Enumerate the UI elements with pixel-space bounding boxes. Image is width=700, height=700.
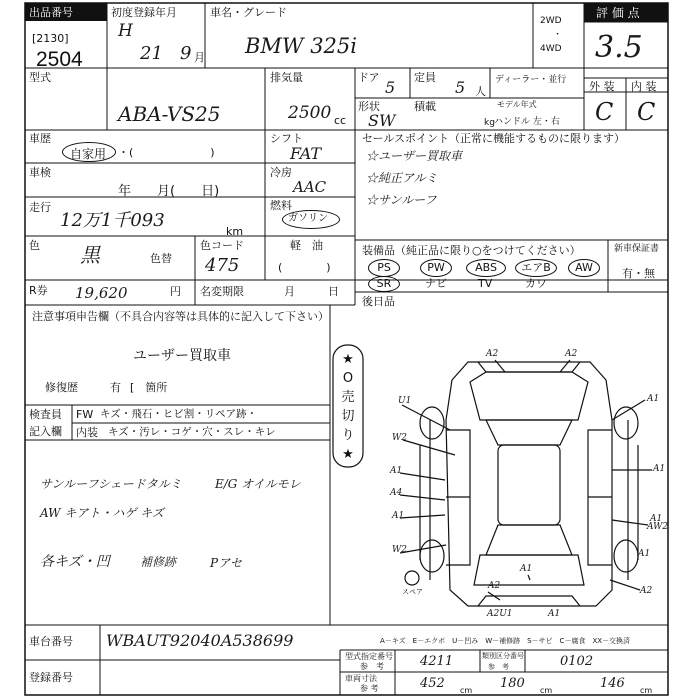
vertical-char: 切 [341, 409, 355, 424]
doors: 5 [385, 78, 396, 97]
mark-a1-trunk: A1 [520, 564, 533, 574]
equip-ps: PS [368, 259, 400, 277]
shift-label: シフト [270, 132, 303, 145]
vertical-char: り [341, 428, 355, 443]
warranty-options: 有・無 [622, 267, 655, 280]
width-value: 180 [500, 676, 525, 691]
mileage-unit: km [226, 225, 244, 238]
width-unit: cm [540, 686, 553, 695]
equip-sr: SR [368, 276, 400, 292]
height-unit: cm [640, 686, 653, 695]
note-line-4: 各キズ・凹 [40, 554, 110, 570]
capacity-unit: 人 [475, 85, 486, 98]
interior-label: 内 装 [631, 80, 657, 93]
type-approval-label: 型式指定番号 [345, 652, 393, 661]
grade-label: 評 価 点 [596, 6, 640, 20]
load-label: 積載 [414, 100, 436, 113]
name-change-fields: 月 日 [284, 285, 339, 298]
equip-abs: ABS [466, 259, 506, 277]
mileage-label: 走行 [29, 201, 51, 214]
shape-label: 形状 [358, 100, 380, 113]
car-name-label: 車名・グレード [210, 6, 287, 19]
lot-number: 2504 [36, 48, 83, 71]
mark-a2-front-left: A2 [486, 349, 499, 359]
mark-a1-rear: A1 [548, 609, 561, 619]
equip-airbag: エアB [515, 259, 557, 277]
displacement: 2500 [288, 103, 332, 123]
score: 3.5 [595, 30, 643, 65]
mark-w2-rear: W2 [392, 545, 407, 555]
lot-label: 出品番号 [29, 6, 73, 19]
exterior-label: 外 装 [589, 80, 615, 93]
mark-a1-left-2: A1 [392, 511, 405, 521]
cooling-label: 冷房 [270, 166, 292, 179]
handle-label: ハンドル 左・右 [494, 117, 560, 127]
fw-label: FW [76, 408, 94, 421]
notation-label: 記入欄 [29, 425, 62, 438]
mark-a2-rear-left: A2 [488, 581, 501, 591]
length-label: 車両寸法 [345, 674, 377, 683]
interior-items: キズ・汚レ・コゲ・穴・スレ・キレ [108, 426, 276, 438]
inspection-fields: 年 月( 日) [118, 184, 220, 199]
name-change-label: 名変期限 [200, 285, 244, 298]
color-code: 475 [205, 255, 240, 276]
first-reg-month-unit: 月 [194, 51, 205, 64]
drive-2wd: 2WD [540, 16, 562, 26]
fuel-gasoline: ガソリン [288, 213, 328, 224]
mark-a2-rear-right: A2 [640, 586, 653, 596]
mark-a2-front-right: A2 [565, 349, 578, 359]
type-approval-sub: 参 考 [360, 662, 384, 671]
equip-tv: TV [478, 277, 493, 290]
sales-point-3: ☆サンルーフ [366, 193, 437, 207]
first-reg-era: H [118, 21, 133, 41]
first-reg-label: 初度登録年月 [111, 6, 177, 19]
doors-label: ドア [358, 71, 380, 84]
model-label: 型式 [29, 71, 51, 84]
equip-aw: AW [568, 259, 600, 277]
inspector-label: 検査員 [29, 408, 62, 421]
length-sub: 参 考 [360, 684, 379, 693]
fuel-label: 燃料 [270, 199, 292, 212]
warranty-label: 新車保証書 [614, 244, 660, 254]
class-value: 0102 [560, 654, 594, 669]
exterior-grade: C [595, 98, 614, 126]
mark-a1-right-rear: A1 [650, 514, 663, 524]
sales-label: セールスポイント（正常に機能するものに限ります） [362, 132, 626, 145]
equip-navi: ナビ [425, 277, 447, 290]
displacement-label: 排気量 [270, 71, 303, 84]
vertical-char: O [342, 371, 354, 386]
note-line-3: AW キアト・ハゲ キズ [40, 506, 164, 520]
inspection-label: 車検 [29, 166, 51, 179]
mark-aw2: AW2 [647, 522, 669, 532]
capacity-label: 定員 [414, 71, 436, 84]
history-rest: ・( ) [118, 146, 215, 159]
shift: FAT [290, 144, 322, 163]
damage-legend: A－キズ E－エクボ U－凹み W－補修跡 S－サビ C－腐食 XX－交換済 [380, 637, 631, 645]
mark-w2-left: W2 [392, 433, 407, 443]
model-code: ABA-VS25 [118, 102, 221, 126]
first-reg-month: 9 [180, 43, 192, 64]
equip-leather: カワ [525, 277, 547, 290]
note-line-2: E/G オイルモレ [215, 477, 301, 491]
length-unit: cm [460, 686, 473, 695]
vertical-char: ★ [342, 447, 354, 462]
drive-4wd: 4WD [540, 44, 562, 54]
height-value: 146 [600, 676, 625, 691]
model-year-label: モデル年式 [497, 100, 537, 109]
r-unit: 円 [170, 285, 181, 298]
car-name: BMW 325i [245, 34, 357, 58]
history-value: 自家用 [70, 147, 107, 161]
cooling: AAC [293, 178, 327, 196]
note-line-5: 補修跡 [140, 555, 177, 569]
mileage: 12万1千093 [60, 210, 165, 231]
vertical-char: ★ [342, 352, 354, 367]
sales-point-2: ☆純正アルミ [366, 171, 438, 185]
mark-a1-left-1: A1 [390, 466, 403, 476]
mark-u1: U1 [398, 396, 412, 406]
repair-place: [ 箇所 [130, 381, 168, 394]
repair-label: 修復歴 [45, 381, 78, 394]
color: 黒 [80, 243, 100, 267]
color-tone-label: 色替 [150, 252, 172, 265]
mark-a4-left: A4 [390, 488, 403, 498]
color-code-label: 色コード [200, 239, 244, 252]
spare-label: スペア [402, 588, 423, 596]
fw-items: キズ・飛石・ヒビ割・リペア跡・ [100, 408, 258, 420]
chassis-number: WBAUT92040A538699 [106, 631, 294, 650]
sales-point-1: ☆ユーザー買取車 [366, 149, 463, 163]
length-value: 452 [420, 676, 445, 691]
first-reg-year: 21 [140, 43, 163, 64]
capacity: 5 [455, 78, 466, 97]
color-label: 色 [29, 239, 40, 252]
note-line-6: Pアセ [210, 556, 242, 570]
lot-sub: [2130] [32, 32, 69, 45]
shape: SW [368, 111, 396, 130]
after-label: 後日品 [362, 295, 395, 308]
vertical-char: 売 [341, 390, 355, 405]
dealer-label: ディーラー・並行 [495, 75, 567, 85]
displacement-unit: cc [334, 114, 347, 127]
fuel-diesel: 軽 油 [290, 239, 323, 252]
history-label: 車歴 [29, 132, 51, 145]
interior-grade: C [637, 98, 656, 126]
type-approval-value: 4211 [420, 654, 454, 669]
repair-value: 有 [110, 381, 121, 394]
fuel-paren: ( ) [278, 261, 331, 274]
mark-a2u1: A2U1 [487, 609, 513, 619]
equip-pw: PW [420, 259, 452, 277]
equipment-label: 装備品（純正品に限り○をつけてください） [362, 244, 581, 257]
notes-label: 注意事項申告欄（不具合内容等は具体的に記入して下さい） [32, 310, 329, 323]
class-label: 類別区分番号 [482, 652, 524, 660]
chassis-label: 車台番号 [29, 635, 73, 648]
note-line-1: サンルーフシェードタルミ [40, 477, 182, 491]
interior-row-label: 内装 [76, 426, 98, 439]
drive-dot: ・ [553, 30, 563, 40]
user-buyback: ユーザー買取車 [133, 348, 231, 364]
reg-label: 登録番号 [29, 671, 73, 684]
r-label: R券 [29, 284, 48, 297]
mark-a1-right-front: A1 [647, 394, 660, 404]
load-unit: kg [484, 118, 495, 128]
class-sub: 参 考 [488, 663, 509, 671]
mark-a1-right-mid: A1 [653, 464, 666, 474]
r-value: 19,620 [75, 284, 128, 302]
mark-a1-right-wheel: A1 [638, 549, 651, 559]
